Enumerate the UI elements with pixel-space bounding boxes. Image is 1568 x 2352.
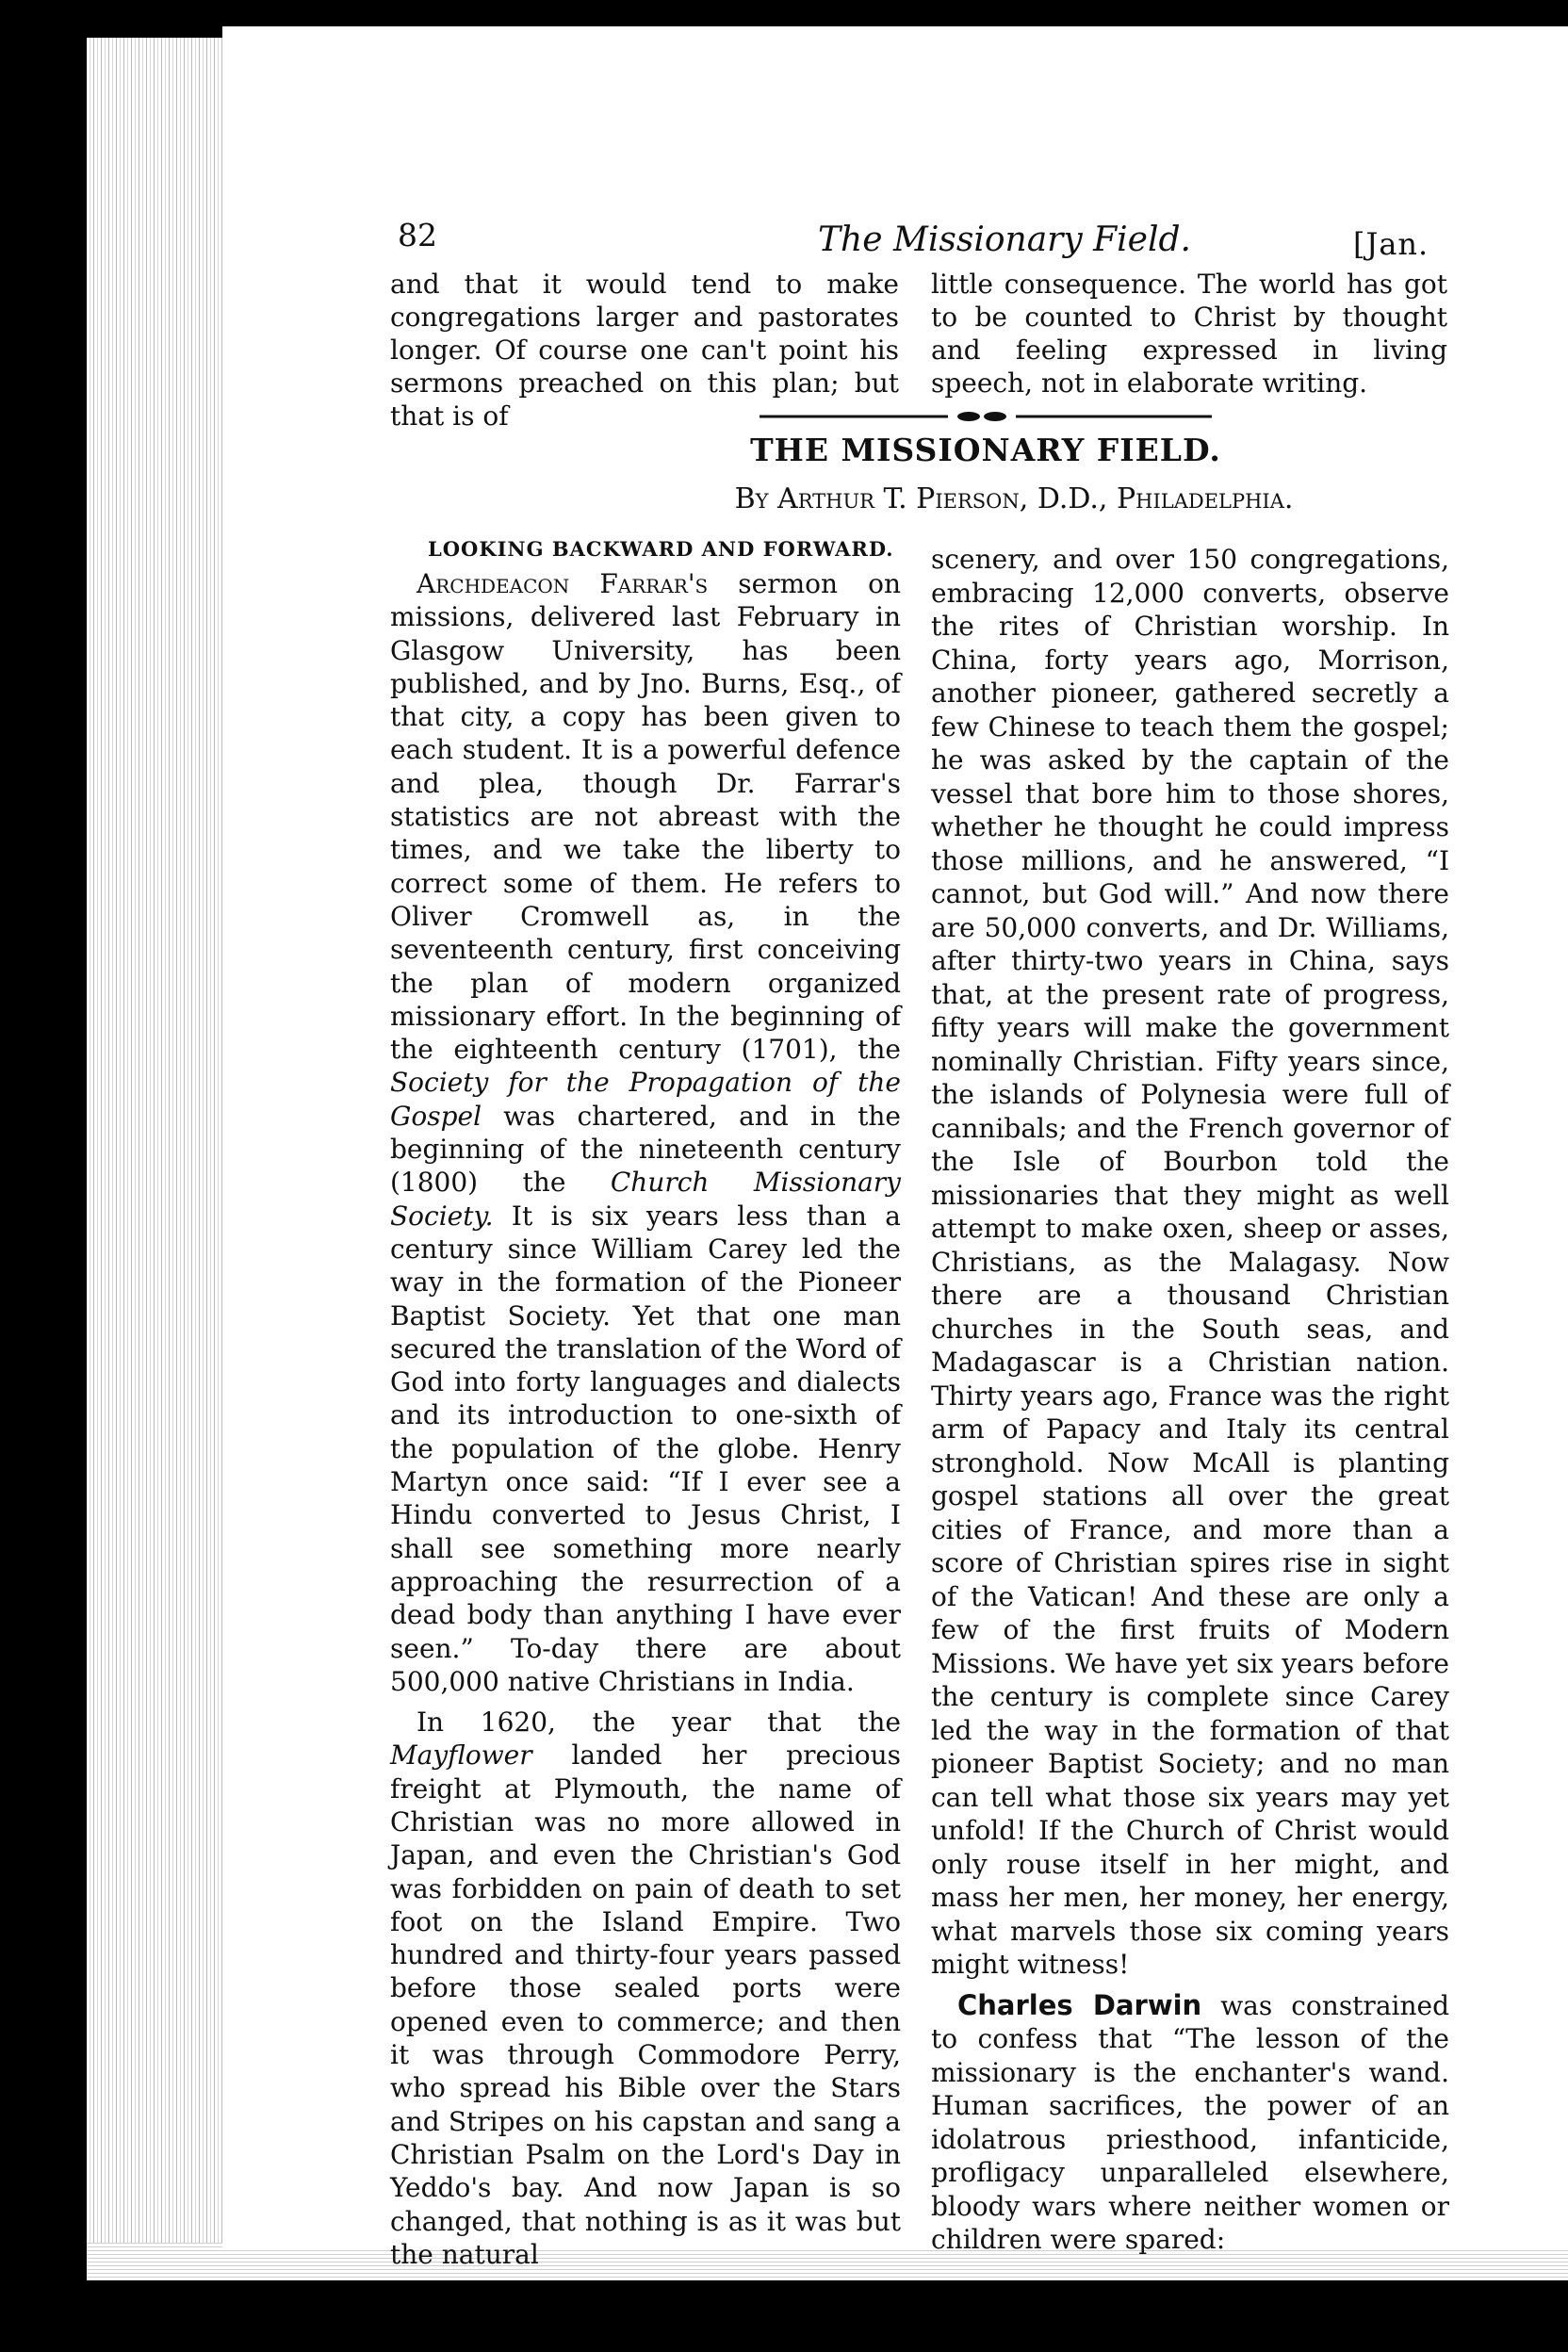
article-title: THE MISSIONARY FIELD. — [750, 432, 1221, 468]
running-title: The Missionary Field. — [818, 220, 1191, 259]
running-month: [Jan. — [1353, 226, 1429, 262]
paragraph-text: It is six years less than a century since William Carey led the way in the formation of the Pioneer Baptist Society. Yet that one man secured the translation of the Word of God into forty languages and dialects and its introduction to one-sixth of the population of the globe. Henry Martyn once said: “If I ever see a Hindu converted to Jesus Christ, I shall see something more nearly approaching the resurrection of a dead body than anything I have ever seen.” To-day there are about 500,000 native Christians in India. — [390, 1200, 901, 1697]
italic-society-name: Church Missionary Society. — [390, 1167, 901, 1232]
paragraph-text: was constrained to confess that “The lesson of the missionary is the enchanter's wand. Human sacrifices, the power of an idolatrous priesthood, infanticide, profligacy unparalleled elsewhere, bloody wars where neither women or children were spared: — [931, 1989, 1449, 2255]
paragraph-japan — [390, 1706, 901, 2271]
paragraph-darwin — [931, 1989, 1449, 2257]
continued-text-left — [390, 268, 899, 433]
italic-ship-name: Mayflower — [390, 1740, 532, 1772]
page-number: 82 — [398, 217, 437, 253]
paragraph-lead: Archdeacon Farrar's — [416, 568, 709, 599]
paragraph-missions-progress: scenery, and over 150 congregations, embracing 12,000 converts, observe the rites of Christian worship. In China, forty years ago, Morrison, another pioneer, gathered secretly a few Chinese to teach them the gospel; he was asked by the captain of the vessel that bore him to those shores, whether he thought he could impress those millions, and he answered, “I cannot, but God will.” And now there are 50,000 converts, and Dr. Williams, after thirty-two years in China, says that, at the present rate of progress, fifty years will make the government nominally Christian. Fifty years since, the islands of Polynesia were full of cannibals; and the French governor of the Isle of Bourbon told the missionaries that they might as well attempt to make oxen, sheep or asses, Christians, as the Malagasy. Now there are a thousand Christian churches in the South seas, and Madagascar is a Christian nation. Thirty years ago, France was the right arm of Papacy and Italy its central stronghold. Now McAll is planting gospel stations all over the great cities of France, and more than a score of Christian spires rise in sight of the Vatican! And these are only a few of the first fruits of Modern Missions. We have yet six years before the century is complete since Carey led the way in the formation of that pioneer Baptist Society; and no man can tell what those six years may yet unfold! If the Church of Christ would only rouse itself in her might, and mass her men, her money, her energy, what marvels those six coming years might witness! — [931, 544, 1449, 1980]
article-byline: By Arthur T. Pierson, D.D., Philadelphia. — [734, 482, 1294, 515]
paragraph-text: In 1620, the year that the — [416, 1707, 901, 1739]
continued-paragraph-left: and that it would tend to make congregations larger and pastorates longer. Of course one can't point his sermons preached on this plan; but that is of — [390, 269, 899, 432]
section-divider-ornament — [760, 409, 1212, 424]
paragraph-text: sermon on missions, delivered last February in Glasgow University, has been published, and by Jno. Burns, Esq., of that city, a copy has been given to each student. It is a powerful defence and plea, though Dr. Farrar's statistics are not abreast with the times, and we take the liberty to correct some of them. He refers to Oliver Cromwell as, in the seventeenth century, first conceiving the plan of modern organized missionary effort. In the beginning of the eighteenth century (1701), the — [390, 568, 901, 1066]
article-column-right — [931, 543, 1449, 2257]
article-column-left — [390, 567, 901, 2271]
continued-text-right — [931, 268, 1447, 400]
italic-society-name: Society for the Propagation of the Gospel — [390, 1067, 901, 1132]
book-page — [222, 26, 1568, 2270]
book-page-edges — [87, 38, 228, 2280]
running-head — [222, 198, 1568, 262]
bold-name-lead: Charles Darwin — [957, 1988, 1202, 2021]
paragraph-text: was chartered, and in the beginning of the nineteenth century (1800) the — [390, 1100, 901, 1199]
section-subheading: LOOKING BACKWARD AND FORWARD. — [428, 537, 894, 561]
paragraph-farrar-sermon — [390, 567, 901, 1698]
paragraph-text: landed her precious freight at Plymouth, the name of Christian was no more allowed in Japan, and even the Christian's God was forbidden on pain of death to set foot on the Island Empire. Two hundred and thirty-four years passed before those sealed ports were opened even to commerce; and then it was through Commodore Perry, who spread his Bible over the Stars and Stripes on his capstan and sang a Christian Psalm on the Lord's Day in Yeddo's bay. And now Japan is so changed, that nothing is as it was but the natural — [390, 1740, 901, 2270]
continued-paragraph-right: little consequence. The world has got to be counted to Christ by thought and feeling expressed in living speech, not in elaborate writing. — [931, 269, 1447, 399]
